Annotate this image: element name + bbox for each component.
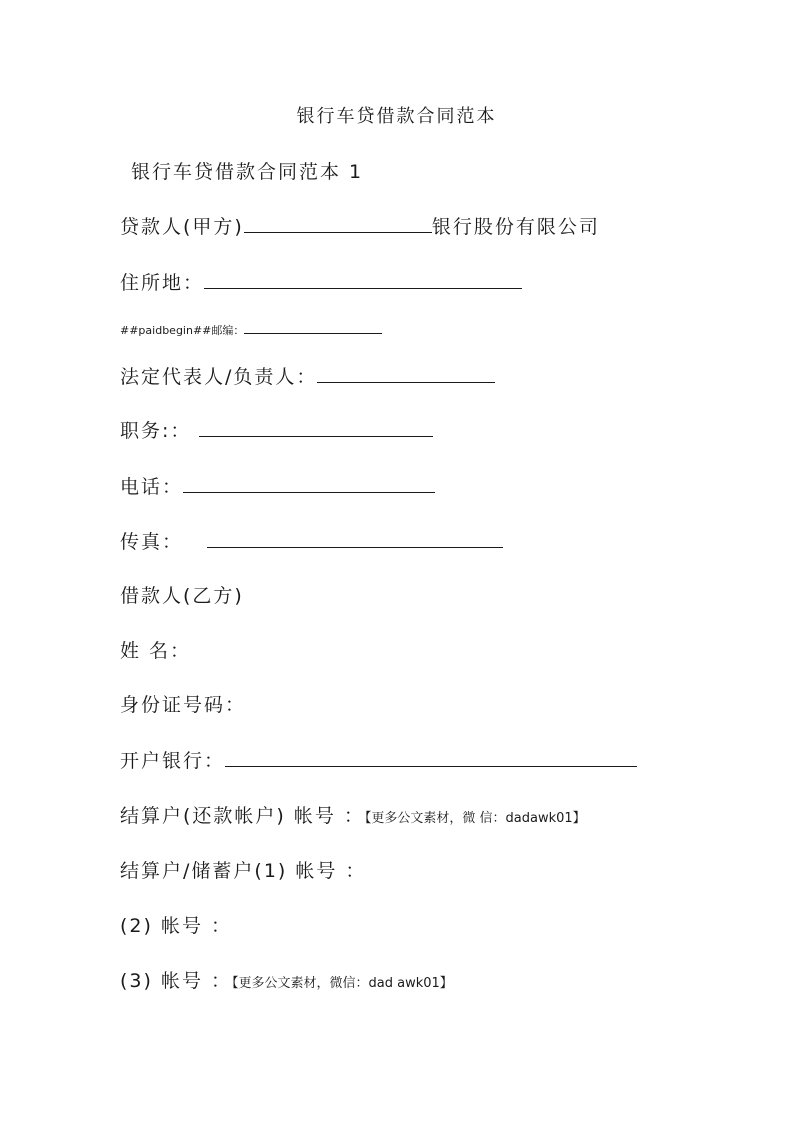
account3-line <box>120 968 453 997</box>
settlement-line <box>120 803 586 832</box>
account3-note: 【更多公文素材，微信：dad awk01】 <box>232 976 453 991</box>
position-line <box>120 418 433 444</box>
borrower-heading: 借款人(乙方) <box>120 585 244 607</box>
lender-suffix: 银行股份有限公司 <box>431 216 600 238</box>
bank-label: 开户银行： <box>120 750 226 772</box>
lender-line <box>120 214 600 240</box>
lender-blank <box>244 214 432 233</box>
name-line: 姓 名： <box>120 640 192 662</box>
phone-line <box>120 474 435 500</box>
fax-line <box>120 529 503 555</box>
account2-line: (2) 帐号 ： <box>120 915 232 937</box>
savings-line: 结算户/储蓄户(1) 帐号 ： <box>120 860 367 882</box>
position-blank <box>199 418 433 437</box>
bank-line <box>120 748 637 774</box>
position-label: 职务:： <box>120 420 192 442</box>
postcode-line <box>120 318 382 344</box>
address-line <box>120 270 522 296</box>
representative-blank <box>317 364 495 383</box>
lender-label: 贷款人(甲方) <box>120 216 244 238</box>
document-subtitle: 银行车贷借款合同范本 1 <box>131 161 364 183</box>
address-blank <box>204 270 522 289</box>
phone-blank <box>183 474 435 493</box>
bank-blank <box>225 748 637 767</box>
postcode-label: ##paidbegin##邮编： <box>120 324 245 337</box>
address-label: 住所地： <box>120 272 205 294</box>
representative-line <box>120 364 495 390</box>
account3-label: (3) 帐号 ： <box>120 970 232 992</box>
settlement-label: 结算户(还款帐户) 帐号 ： <box>120 805 365 827</box>
id-number-line: 身份证号码： <box>120 694 247 716</box>
fax-label: 传真： <box>120 531 184 553</box>
representative-label: 法定代表人/负责人： <box>120 366 318 388</box>
fax-blank <box>207 529 503 548</box>
phone-label: 电话： <box>120 476 184 498</box>
postcode-blank <box>244 323 382 334</box>
settlement-note: 【更多公文素材，微 信：dadawk01】 <box>364 811 586 826</box>
document-title: 银行车贷借款合同范本 <box>296 106 497 127</box>
